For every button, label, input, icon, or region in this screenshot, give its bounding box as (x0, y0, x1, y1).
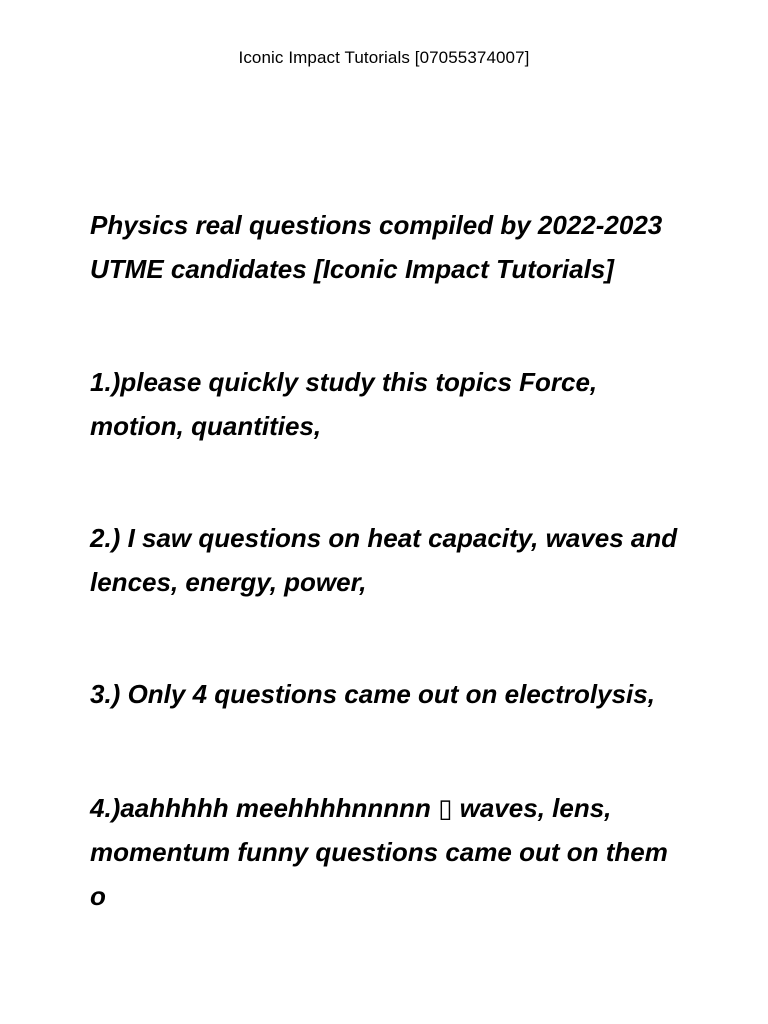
list-item: 4.)aahhhhh meehhhhnnnnn ▯ waves, lens, momentum funny questions came out on them o (90, 793, 668, 911)
list-item: 2.) I saw questions on heat capacity, waves and lences, energy, power, (90, 523, 678, 597)
list-item: 1.)please quickly study this topics Force, motion, quantities, (90, 367, 598, 441)
list-item: 3.) Only 4 questions came out on electrolysis, (90, 679, 655, 709)
document-title: Physics real questions compiled by 2022-2023 UTME candidates [Iconic Impact Tutorials] (90, 210, 663, 284)
page-header: Iconic Impact Tutorials [07055374007] (238, 48, 530, 67)
